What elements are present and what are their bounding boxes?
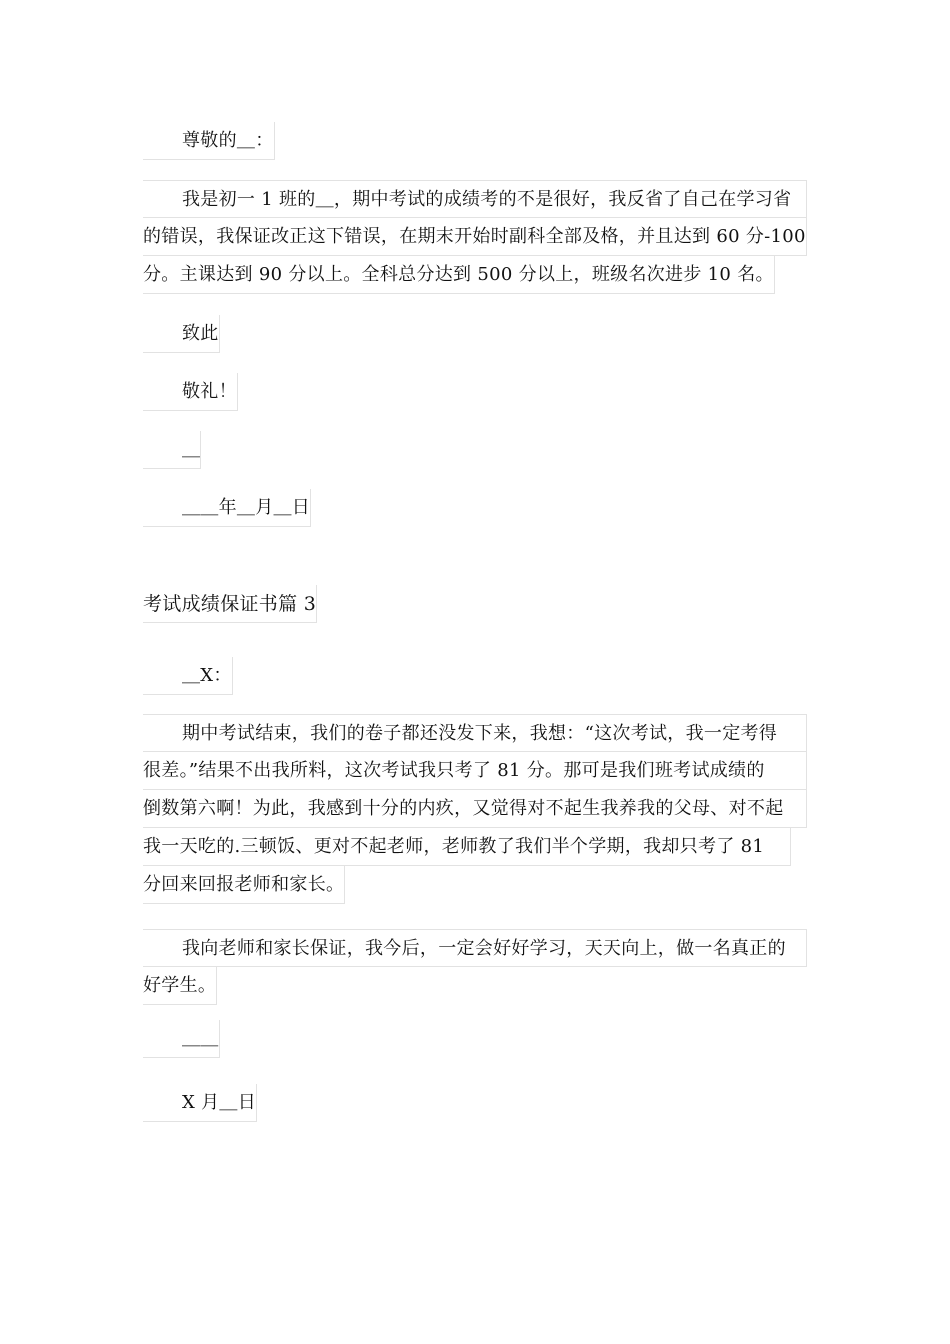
- letter2-date: ＿＿年＿月＿日: [143, 489, 311, 527]
- letter3-para1-line-1: 期中考试结束，我们的卷子都还没发下来，我想：“这次考试，我一定考得: [143, 714, 807, 752]
- letter2-body-line-1: 我是初一 1 班的＿，期中考试的成绩考的不是很好，我反省了自己在学习省: [143, 180, 807, 218]
- letter3-salutation: ＿X：: [143, 657, 233, 695]
- letter2-closing1-block: [143, 315, 220, 353]
- letter2-salutation: 尊敬的＿：: [143, 122, 275, 160]
- letter2-signature: ＿: [143, 431, 201, 469]
- letter3-para1-line-2: 很差。”结果不出我所料，这次考试我只考了 81 分。那可是我们班考试成绩的: [143, 752, 807, 790]
- letter3-signature: ＿＿: [143, 1020, 220, 1058]
- letter3-para2-line-2: 好学生。: [143, 967, 217, 1005]
- letter3-title-block: [143, 585, 317, 623]
- letter2-salutation-block: [143, 122, 275, 160]
- letter3-title: 考试成绩保证书篇 3: [143, 585, 317, 623]
- letter2-closing2-block: [143, 373, 238, 411]
- letter2-body-line-2: 的错误，我保证改正这下错误，在期末开始时副科全部及格，并且达到 60 分-100: [143, 218, 807, 256]
- letter3-signature-block: [143, 1020, 220, 1058]
- letter3-paragraph-1: [143, 714, 807, 904]
- letter2-closing1: 致此: [143, 315, 220, 353]
- letter3-paragraph-2: [143, 929, 807, 1005]
- letter2-signature-block: [143, 431, 201, 469]
- letter3-para2-line-1: 我向老师和家长保证，我今后，一定会好好学习，天天向上，做一名真正的: [143, 929, 807, 967]
- letter2-closing2: 敬礼！: [143, 373, 238, 411]
- letter2-body: [143, 180, 807, 294]
- letter3-para1-line-4: 我一天吃的.三顿饭、更对不起老师，老师教了我们半个学期，我却只考了 81: [143, 828, 791, 866]
- letter3-para1-line-3: 倒数第六啊！为此，我感到十分的内疚，又觉得对不起生我养我的父母、对不起: [143, 790, 807, 828]
- letter2-date-block: [143, 489, 311, 527]
- letter3-para1-line-5: 分回来回报老师和家长。: [143, 866, 345, 904]
- letter3-salutation-block: [143, 657, 233, 695]
- letter2-body-line-3: 分。主课达到 90 分以上。全科总分达到 500 分以上，班级名次进步 10 名。: [143, 256, 775, 294]
- letter3-date-block: [143, 1084, 257, 1122]
- letter3-date: X 月＿日: [143, 1084, 257, 1122]
